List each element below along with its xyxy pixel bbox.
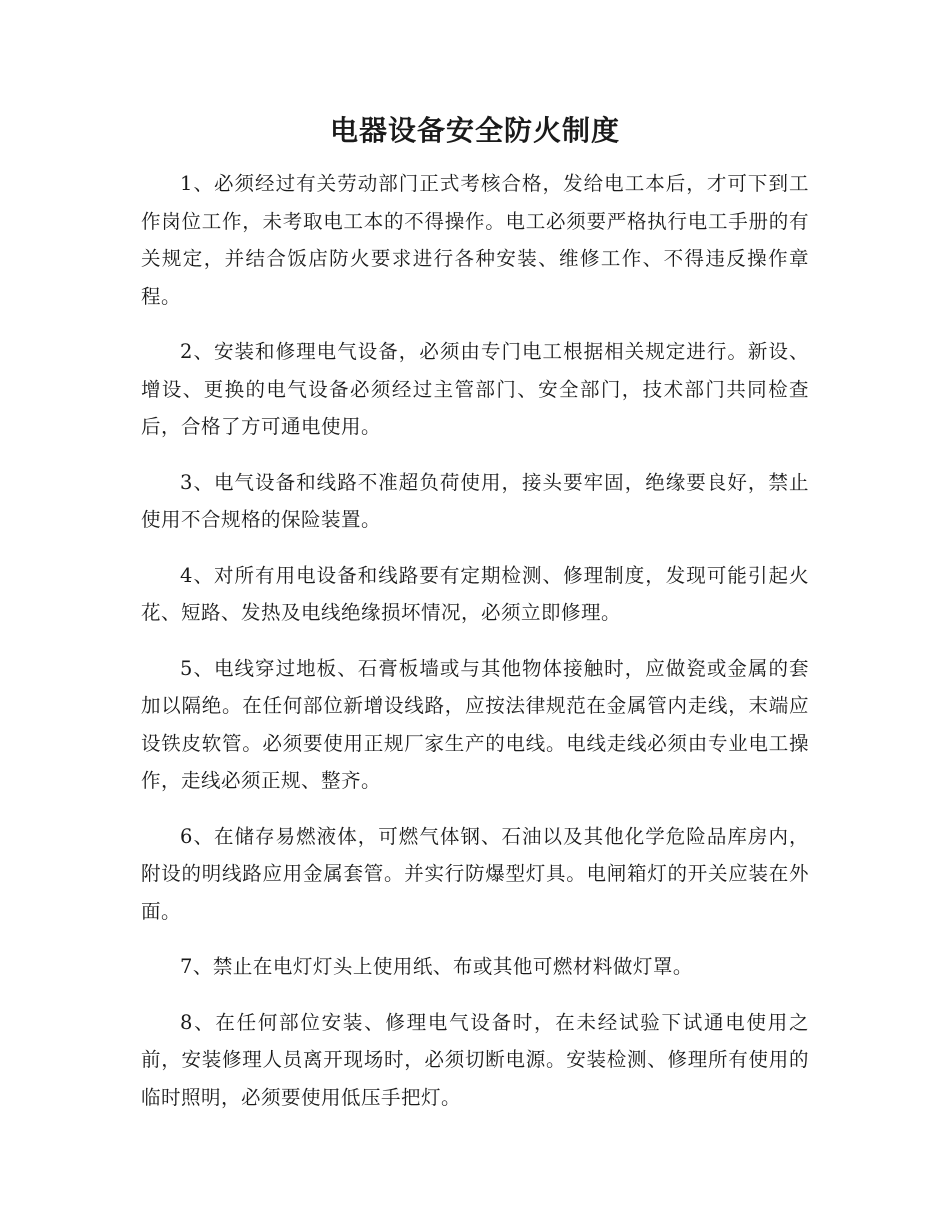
- paragraph-6: 6、在储存易燃液体，可燃气体钢、石油以及其他化学危险品库房内，附设的明线路应用金属套管。并实行防爆型灯具。电闸箱灯的开关应装在外面。: [141, 824, 809, 923]
- document-body: [141, 165, 809, 1134]
- document-title: 电器设备安全防火制度: [329, 114, 620, 147]
- paragraph-5: 5、电线穿过地板、石膏板墙或与其他物体接触时，应做瓷或金属的套加以隔绝。在任何部位新增设线路，应按法律规范在金属管内走线，末端应设铁皮软管。必须要使用正规厂家生产的电线。电线走线必须由专业电工操作，走线必须正规、整齐。: [141, 656, 809, 792]
- paragraph-1: 1、必须经过有关劳动部门正式考核合格，发给电工本后，才可下到工作岗位工作，未考取电工本的不得操作。电工必须要严格执行电工手册的有关规定，并结合饭店防火要求进行各种安装、维修工作、不得违反操作章程。: [141, 172, 809, 308]
- paragraph-3: 3、电气设备和线路不准超负荷使用，接头要牢固，绝缘要良好，禁止使用不合规格的保险装置。: [141, 470, 809, 531]
- paragraph-8: 8、在任何部位安装、修理电气设备时，在未经试验下试通电使用之前，安装修理人员离开现场时，必须切断电源。安装检测、修理所有使用的临时照明，必须要使用低压手把灯。: [141, 1010, 809, 1109]
- paragraph-7: 7、禁止在电灯灯头上使用纸、布或其他可燃材料做灯罩。: [180, 955, 693, 978]
- paragraph-2: 2、安装和修理电气设备，必须由专门电工根据相关规定进行。新设、增设、更换的电气设备必须经过主管部门、安全部门，技术部门共同检查后，合格了方可通电使用。: [141, 340, 809, 438]
- paragraph-4: 4、对所有用电设备和线路要有定期检测、修理制度，发现可能引起火花、短路、发热及电线绝缘损坏情况，必须立即修理。: [141, 563, 809, 624]
